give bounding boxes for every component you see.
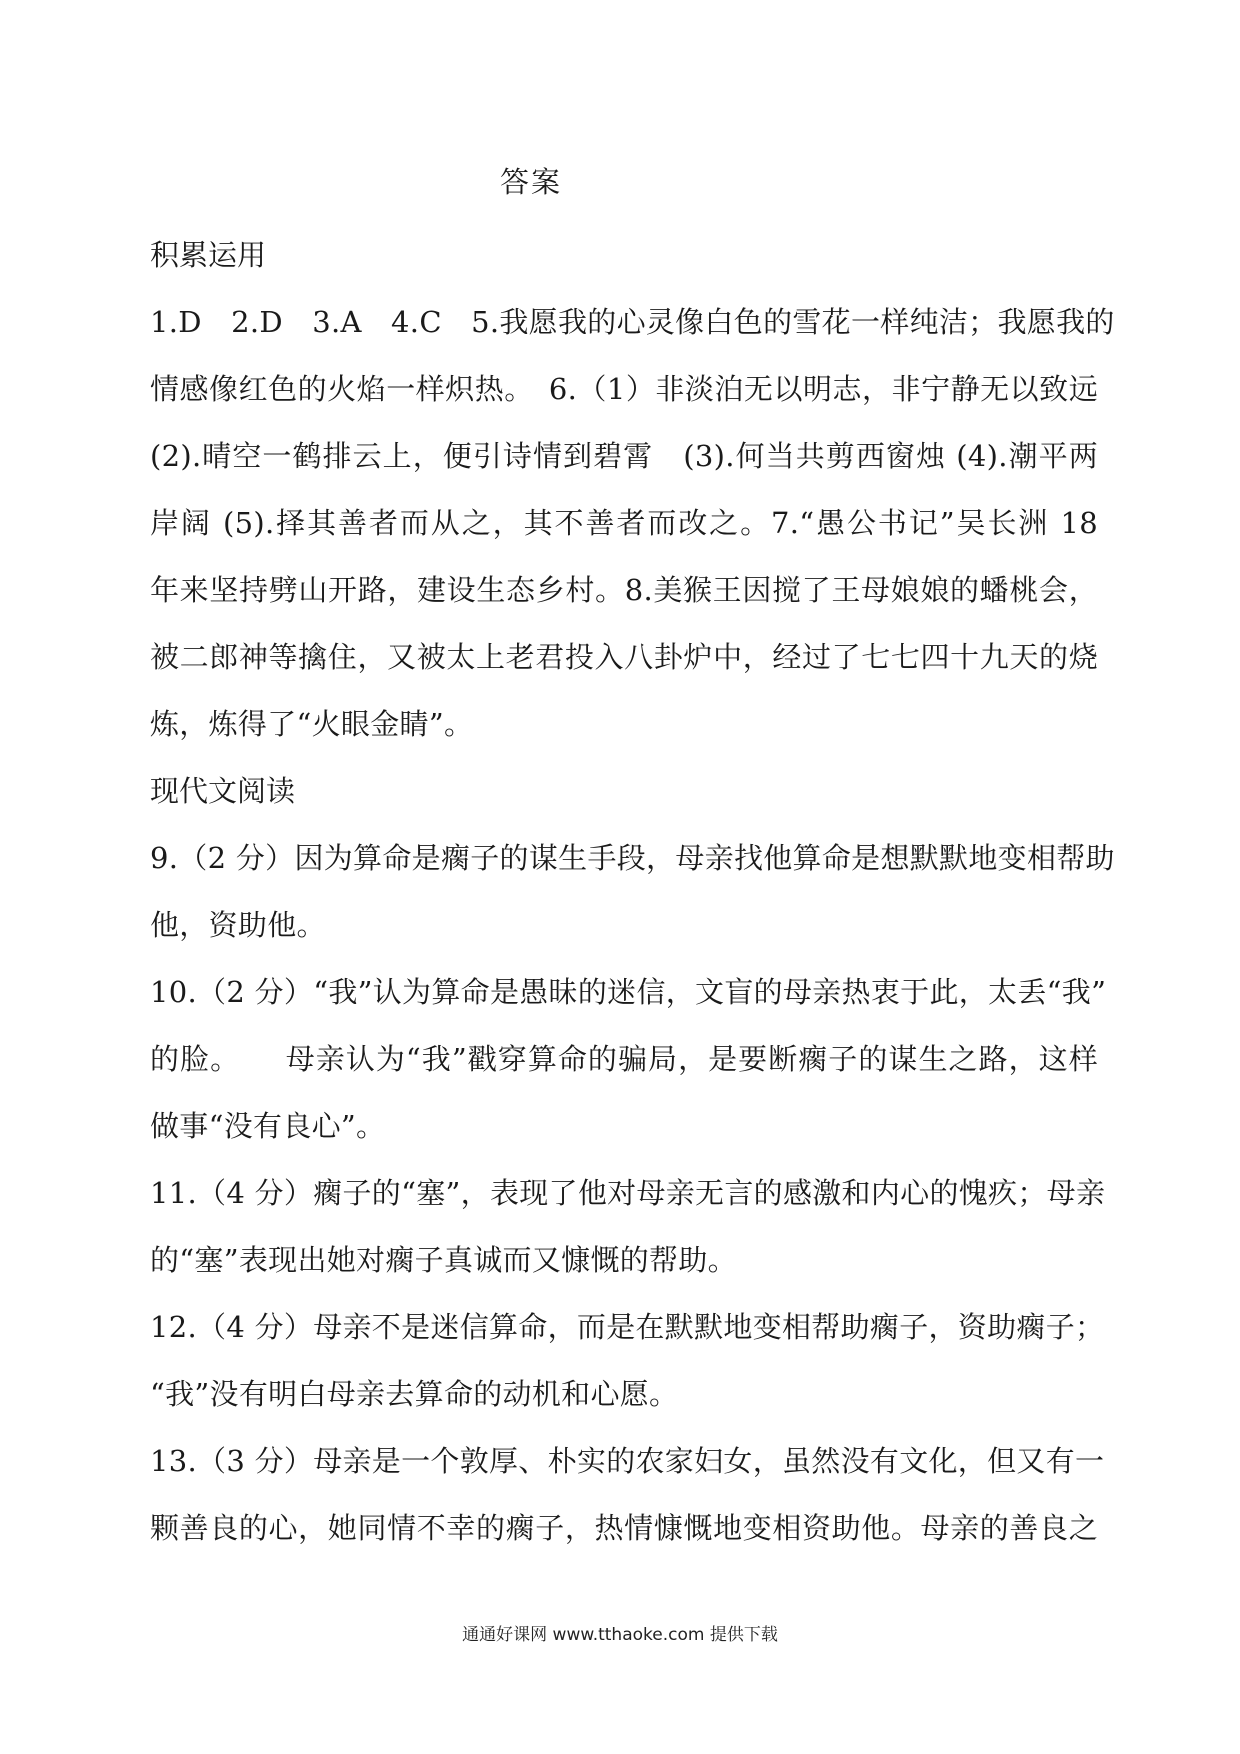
text-line: 的脸。 母亲认为“我”戳穿算命的骗局，是要断瘸子的谋生之路，这样 [150,1042,1098,1076]
text-line: 岸阔 (5).择其善者而从之，其不善者而改之。7.“愚公书记”吴长洲 18 [150,506,1098,540]
text-line: 13.（3 分）母亲是一个敦厚、朴实的农家妇女，虽然没有文化，但又有一 [150,1444,1105,1478]
text-line: 1.D 2.D 3.A 4.C 5.我愿我的心灵像白色的雪花一样纯洁；我愿我的 [150,305,1115,339]
text-line: 颗善良的心，她同情不幸的瘸子，热情慷慨地变相资助他。母亲的善良之 [150,1511,1098,1545]
text-line: 炼，炼得了“火眼金睛”。 [150,707,474,741]
text-line: 他，资助他。 [150,908,326,942]
answer-paragraph-9 [150,825,1115,959]
text-line: 11.（4 分）瘸子的“塞”，表现了他对母亲无言的感激和内心的愧疚；母亲 [150,1176,1106,1210]
section-heading-modern-reading: 现代文阅读 [150,774,296,808]
answer-paragraph-1-8 [150,289,1115,758]
answer-paragraph-11 [150,1160,1106,1294]
answer-paragraph-13 [150,1428,1105,1562]
text-line: 的“塞”表现出她对瘸子真诚而又慷慨的帮助。 [150,1243,737,1277]
text-line: “我”没有明白母亲去算命的动机和心愿。 [150,1377,679,1411]
page-footer: 通通好课网 www.tthaoke.com 提供下载 [462,1625,778,1645]
text-line: 被二郎神等擒住，又被太上老君投入八卦炉中，经过了七七四十九天的烧 [150,640,1098,674]
answer-content [150,222,1115,1562]
text-line: 12.（4 分）母亲不是迷信算命，而是在默默地变相帮助瘸子，资助瘸子； [150,1310,1105,1344]
page-title: 答案 [499,165,562,199]
section-heading-accumulation: 积累运用 [150,238,267,272]
text-line: 年来坚持劈山开路，建设生态乡村。8.美猴王因搅了王母娘娘的蟠桃会， [150,573,1098,607]
answer-paragraph-12 [150,1294,1105,1428]
text-line: 做事“没有良心”。 [150,1109,386,1143]
answer-paragraph-10 [150,959,1107,1160]
text-line: 情感像红色的火焰一样炽热。 6.（1）非淡泊无以明志，非宁静无以致远 [150,372,1098,406]
text-line: 10.（2 分）“我”认为算命是愚昧的迷信，文盲的母亲热衷于此，太丢“我” [150,975,1107,1009]
text-line: 9.（2 分）因为算命是瘸子的谋生手段，母亲找他算命是想默默地变相帮助 [150,841,1115,875]
text-line: (2).晴空一鹤排云上，便引诗情到碧霄 (3).何当共剪西窗烛 (4).潮平两 [150,439,1098,473]
